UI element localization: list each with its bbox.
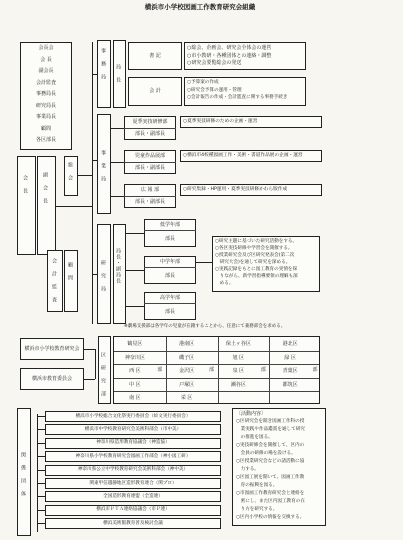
grade-name: 低学年部 [159, 222, 180, 228]
activity-item: ○区研究会を開き図画工作科の授 [236, 419, 305, 424]
ward-row-line [114, 351, 319, 352]
related-org: 横浜市ＰＴＡ連絡協議会（市Ｐ連） [96, 507, 170, 513]
research-duty: 研究大会)を通して研究を深める。 [215, 260, 291, 265]
advisor-box [64, 250, 78, 312]
project-group-sub: 部長・副部長 [134, 199, 165, 205]
ward-name: 青葉区 [282, 368, 298, 375]
ward-name: 神奈川区 [124, 354, 145, 361]
related-org: 横浜市小学校総合文化祭実行委員会（絵文実行委員会） [75, 413, 191, 419]
top-left-item: 各区部長 [35, 137, 56, 143]
grade-name: 中学年部 [159, 259, 180, 265]
connector [126, 233, 144, 234]
project-group-sub: 部長・副部長 [134, 165, 165, 171]
ward-name: 西 区 [129, 368, 141, 375]
connector [37, 523, 45, 524]
auditor-label: 会 計 監 査 [51, 258, 57, 303]
vice-president-label: 副 会 長 [42, 172, 48, 204]
clerk-duty: ○市小教研・各種団体との連絡・調整 [187, 52, 272, 59]
related-org: 横浜市中学校教育研究会美術科部会（市中美） [84, 426, 182, 432]
top-left-item: 事業局長 [35, 114, 56, 120]
project-group-name: 夏季実技研修部 [132, 119, 168, 125]
ward-name: 都筑区 [282, 381, 298, 388]
divider [144, 230, 196, 231]
connector [37, 496, 45, 497]
divider [144, 267, 196, 268]
related-org: 神奈川県造形教育協議会（神造協） [96, 440, 170, 446]
grade-sub: 部長 [164, 236, 175, 242]
top-left-item: 副会長 [38, 68, 54, 74]
research-duty: ○授業研究会及び区研究発表会(第二次 [215, 253, 295, 258]
activity-item: ○区授業研究会などの諸活動に協 [236, 459, 305, 464]
ward-name: 戸塚区 [179, 381, 195, 388]
connector [37, 470, 45, 471]
projects-label: 事 業 局 [100, 150, 106, 182]
ward-name: 保土ヶ谷区 [225, 341, 251, 347]
related-org: 横浜美術館教育普及検討会議 [103, 520, 163, 526]
ward-name: 金沢区 [179, 368, 195, 375]
activity-item: ○実技研修会を開催して、区内の [236, 443, 305, 448]
research-head-label: 局長・副局長 [115, 248, 121, 284]
activity-item: り方を研究する。 [236, 507, 278, 512]
related-label: 関 係 団 体 [20, 452, 26, 497]
ward-name: 瀬谷区 [230, 381, 246, 388]
ward-bu: 部 [260, 367, 266, 373]
president-box [17, 156, 36, 255]
project-duty: ○研究集録・HP運用・夏季実技研修かわら版作成 [183, 187, 288, 192]
connector [37, 429, 45, 430]
ward-name: 旭 区 [232, 354, 245, 361]
related-org: 神奈川県公立中学校教育研究会美術科部会（神中美） [77, 467, 189, 473]
treasurer-duty: ○研究会予算の運用・管理 [187, 87, 242, 93]
divider [124, 128, 176, 129]
president-label: 会 長 [22, 175, 28, 194]
note: ※劇場支援部は各学年の児童が在籍することから、任意にて兼務部会を求める。 [124, 324, 286, 329]
ward-bu: 部 [208, 367, 214, 373]
project-group-name: 広 報 部 [140, 187, 160, 193]
ward-name: 栄 区 [180, 395, 193, 402]
ward-name: 磯子区 [179, 354, 195, 361]
research-duty: りながら、新学習指導要領の理解も深 [215, 274, 298, 279]
ward-name: 鶴見区 [127, 341, 143, 347]
ward-name: 南 区 [129, 395, 141, 402]
activity-item: 業実践や作品鑑賞を通して研究 [236, 427, 305, 432]
connector [37, 483, 45, 484]
connector [37, 416, 45, 417]
clerk-duty: ○総会、企画会、研究会全体会の運営 [187, 45, 272, 51]
board-of-education: 横浜市教育委員会 [31, 376, 72, 382]
ward-name: 中 区 [129, 381, 141, 388]
secretariat-label: 事 務 局 [100, 48, 106, 80]
divider [124, 196, 176, 197]
ward-research-label: 区 研 究 部 [100, 352, 106, 397]
research-label: 研 究 局 [100, 260, 106, 292]
connector [37, 456, 45, 457]
top-left-item: 事務局長 [35, 91, 56, 97]
research-duty: ○実践記録をもとに図工教育の実情を探 [215, 267, 298, 272]
related-org: 全国造形教育連盟（全造連） [103, 493, 163, 499]
ward-name: 港北区 [282, 341, 298, 347]
general-meeting-label: 総 会 [67, 162, 73, 181]
ward-row-line [114, 364, 319, 365]
ward-row-line [114, 378, 319, 379]
treasurer-duty: ○会計報告の作成・会計監査に関する事務手続き [187, 95, 288, 100]
top-left-item: 顧問 [40, 125, 51, 132]
connector [37, 510, 45, 511]
page-title: 横浜市小学校図画工作教育研究会組織 [144, 3, 256, 11]
activity-item: の推進を図る。 [236, 435, 273, 440]
grade-name: 高学年部 [159, 295, 180, 301]
project-group-sub: 部長・副部長 [134, 131, 165, 137]
activity-item: 密にし、また区内図工教育の在 [236, 499, 305, 504]
activity-item: ○区内小学校の情報を交換する。 [236, 515, 305, 520]
research-duty: ○研究主題に基づいた研究活動をする。 [215, 239, 298, 244]
research-duty: める。 [215, 281, 234, 286]
advisor-label: 顧 問 [67, 262, 73, 281]
activity-item: ○市図画工作教育研究会と連絡を [236, 491, 305, 496]
clerk-label: 書 記 [149, 53, 161, 59]
ward-name: 港南区 [179, 341, 195, 347]
ward-row-line [114, 391, 319, 392]
activities-heading: 〔活動内容〕 [236, 411, 267, 417]
vice-president-box [37, 156, 56, 255]
activity-item: 力する。 [236, 467, 259, 472]
activity-item: 会員の研修の場を設ける。 [236, 451, 296, 456]
ward-bu: 部 [157, 367, 163, 373]
related-org: 神奈川県小学校教育研究会図画工作部会（神小図工研） [75, 453, 191, 459]
connector [196, 262, 212, 263]
top-left-item: 研究局長 [35, 102, 56, 109]
related-org: 関東甲信越静地区造形教育連合（関プロ） [89, 480, 177, 486]
connector [111, 196, 124, 197]
ward-name: 緑 区 [284, 354, 296, 361]
treasurer-duty: ○予算案の作成 [187, 80, 219, 85]
project-group-name: 児童作品展部 [134, 153, 165, 159]
ward-col-line [166, 337, 167, 403]
ward-left-org: 横浜市小学校教育研究会 [24, 346, 80, 352]
activity-item: 育の振興を図る。 [236, 483, 278, 488]
connector [111, 128, 124, 129]
connector [126, 270, 144, 271]
top-left-item: 会計監査 [35, 79, 56, 86]
ward-col-line [218, 337, 219, 403]
connector [111, 162, 124, 163]
divider [144, 303, 196, 304]
ward-table [113, 336, 320, 404]
ward-name: 泉 区 [232, 368, 245, 375]
top-left-item: 会長会 [38, 45, 54, 51]
project-duty: ○横浜市4校種図画工作・美術・書道作品展の企画・運営 [183, 153, 303, 158]
connector [37, 443, 45, 444]
ward-bu: 部 [312, 367, 318, 373]
treasurer-label: 会 計 [149, 88, 161, 94]
activity-item: ○区図工展を開いて、図画工作教 [236, 475, 305, 480]
secretariat-head-label: 局 長 [115, 64, 121, 83]
grade-sub: 部長 [164, 273, 175, 279]
grade-sub: 部長 [164, 309, 175, 315]
ward-col-line [269, 337, 270, 403]
clerk-duty: ○研究会要覧総会の発送 [187, 60, 242, 66]
top-left-item: 会 長 [40, 56, 52, 63]
research-duty: ○各区実技研修や学習会を開催する。 [215, 246, 293, 251]
connector [126, 306, 144, 307]
project-duty: ○夏季実技研修のための企画・運営 [183, 119, 258, 124]
divider [124, 162, 176, 163]
